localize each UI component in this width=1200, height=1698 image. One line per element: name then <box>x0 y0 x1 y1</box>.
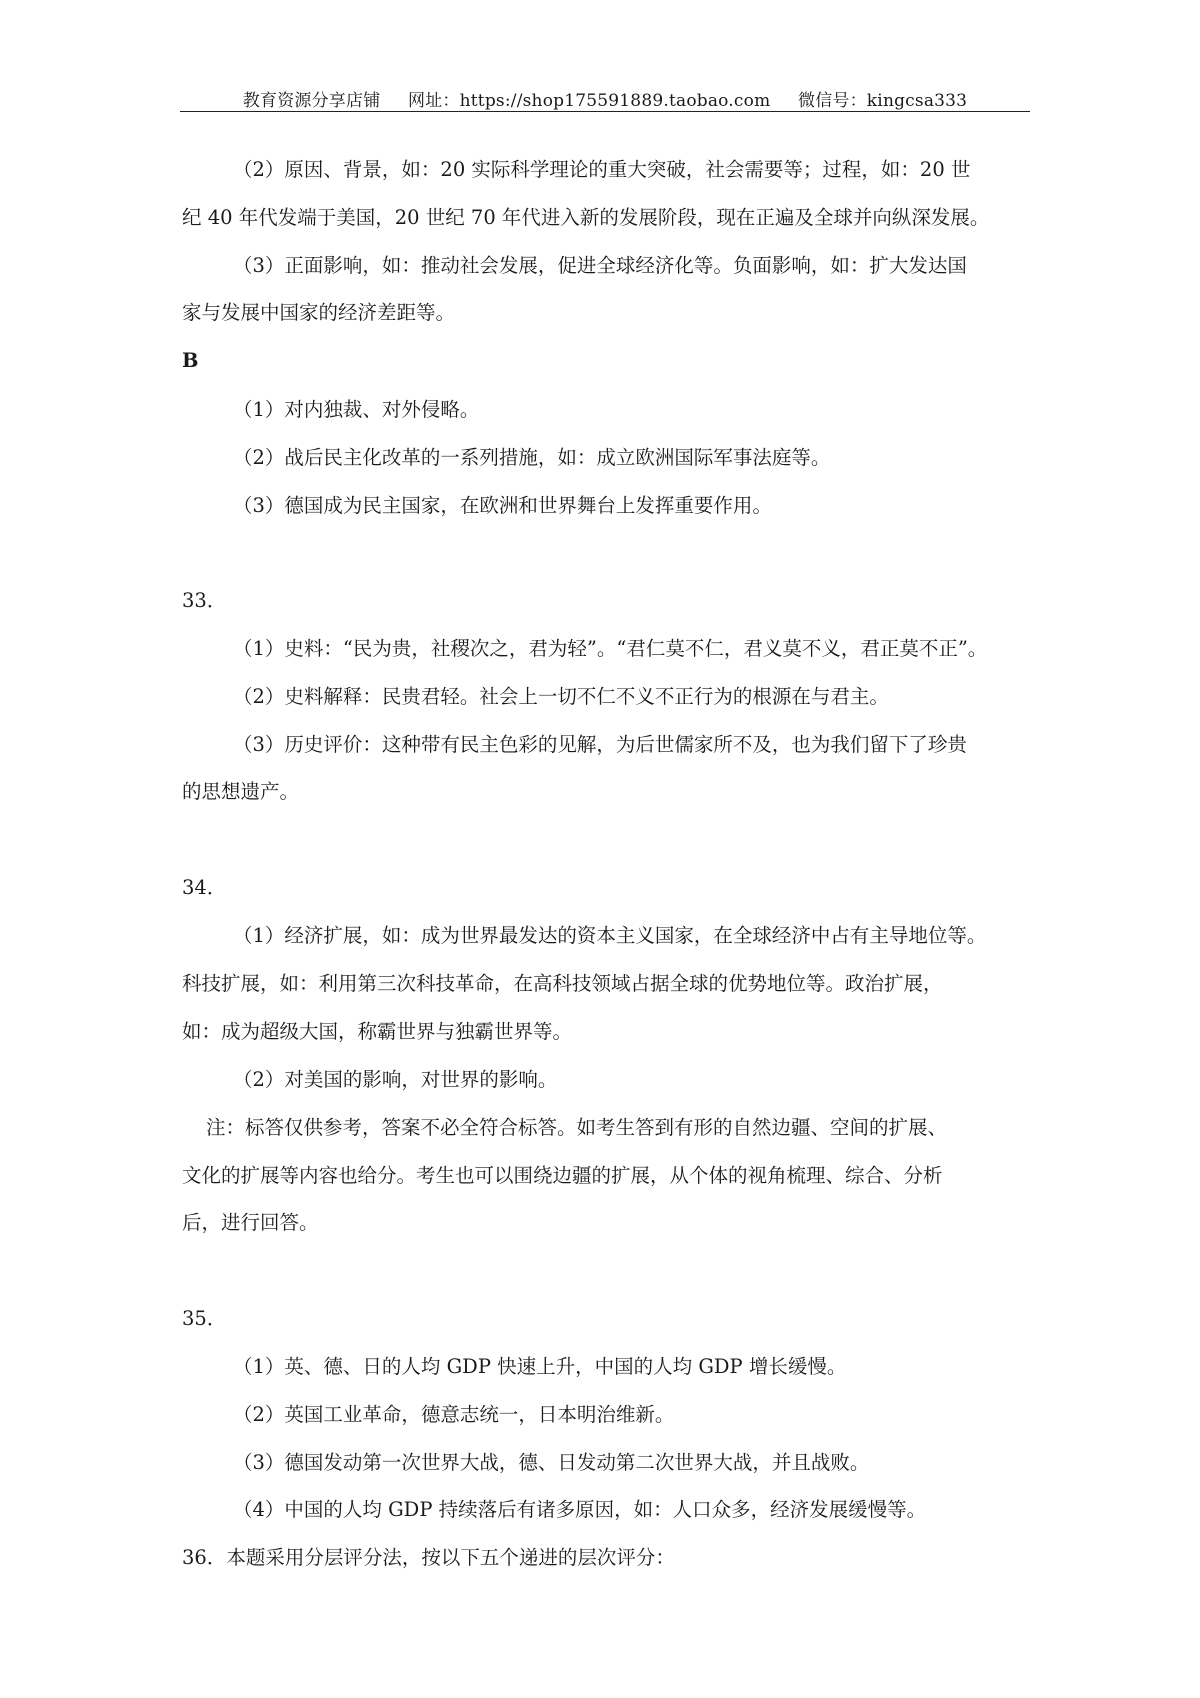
text-line: （2）战后民主化改革的一系列措施，如：成立欧洲国际军事法庭等。 <box>233 446 831 469</box>
question-number: 34． <box>182 876 227 899</box>
text-line: （3）正面影响，如：推动社会发展，促进全球经济化等。负面影响，如：扩大发达国 <box>233 254 967 277</box>
text-line: 家与发展中国家的经济差距等。 <box>182 301 456 324</box>
text-line: （3）德国成为民主国家，在欧洲和世界舞台上发挥重要作用。 <box>233 494 772 517</box>
text-line: （1）史料：“民为贵，社稷次之，君为轻”。“君仁莫不仁，君义莫不义，君正莫不正”。 <box>233 637 988 660</box>
question-number: 33． <box>182 589 227 612</box>
text-line: （2）史料解释：民贵君轻。社会上一切不仁不义不正行为的根源在与君主。 <box>233 685 889 708</box>
text-line: （1）英、德、日的人均 GDP 快速上升，中国的人均 GDP 增长缓慢。 <box>233 1355 847 1378</box>
text-line: （3）历史评价：这种带有民主色彩的见解，为后世儒家所不及，也为我们留下了珍贵 <box>233 733 967 756</box>
question-number: 35． <box>182 1307 227 1330</box>
note-line: 文化的扩展等内容也给分。考生也可以围绕边疆的扩展，从个体的视角梳理、综合、分析 <box>182 1164 943 1187</box>
text-line: 如：成为超级大国，称霸世界与独霸世界等。 <box>182 1020 573 1043</box>
shop-wechat: 微信号：kingcsa333 <box>798 91 968 111</box>
text-line: 36．本题采用分层评分法，按以下五个递进的层次评分： <box>182 1546 675 1569</box>
text-line: 科技扩展，如：利用第三次科技革命，在高科技领域占据全球的优势地位等。政治扩展， <box>182 972 943 995</box>
note-line: 注：标答仅供参考，答案不必全符合标答。如考生答到有形的自然边疆、空间的扩展、 <box>206 1116 948 1139</box>
header-rule <box>180 111 1030 112</box>
text-line: （2）原因、背景，如：20 实际科学理论的重大突破，社会需要等；过程，如：20 世 <box>233 158 971 181</box>
shop-name: 教育资源分享店铺 <box>242 91 381 111</box>
section-label: B <box>182 349 199 372</box>
text-line: 的思想遗产。 <box>182 780 300 803</box>
text-line: （3）德国发动第一次世界大战，德、日发动第二次世界大战，并且战败。 <box>233 1451 870 1474</box>
page-header <box>180 86 1030 111</box>
text-line: （1）对内独裁、对外侵略。 <box>233 398 480 421</box>
text-line: （4）中国的人均 GDP 持续落后有诸多原因，如：人口众多，经济发展缓慢等。 <box>233 1498 927 1521</box>
note-line: 后，进行回答。 <box>182 1211 319 1234</box>
shop-website: 网址：https://shop175591889.taobao.com <box>408 91 771 111</box>
text-line: 纪 40 年代发端于美国，20 世纪 70 年代进入新的发展阶段，现在正遍及全球并向纵深发展。 <box>182 206 990 229</box>
text-line: （2）对美国的影响，对世界的影响。 <box>233 1068 558 1091</box>
text-line: （2）英国工业革命，德意志统一，日本明治维新。 <box>233 1403 675 1426</box>
text-line: （1）经济扩展，如：成为世界最发达的资本主义国家，在全球经济中占有主导地位等。 <box>233 924 987 947</box>
